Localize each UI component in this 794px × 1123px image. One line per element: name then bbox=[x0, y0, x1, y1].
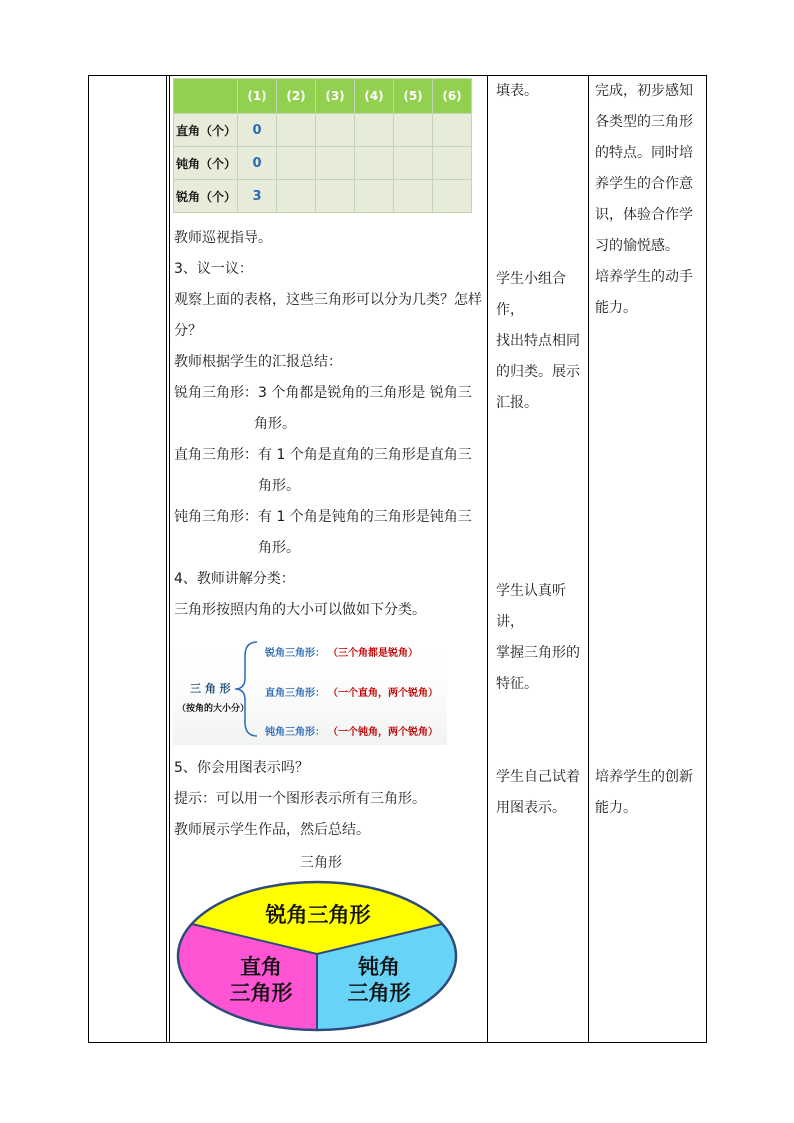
table-border-bottom bbox=[88, 1042, 707, 1043]
angle-table-empty-cell[interactable] bbox=[394, 114, 433, 147]
classification-root: 三 角 形 bbox=[190, 682, 231, 695]
purpose-line: 培养学生的创新 bbox=[595, 769, 693, 785]
angle-table-header: (1) bbox=[238, 79, 277, 114]
angle-table-header: (5) bbox=[394, 79, 433, 114]
right-class-name: 直角三角形： bbox=[265, 688, 325, 699]
angle-table-header: (3) bbox=[316, 79, 355, 114]
angle-table-value: 3 bbox=[238, 180, 277, 213]
angle-table-empty-cell[interactable] bbox=[433, 147, 472, 180]
obtuse-region-label-line1: 钝角 bbox=[358, 955, 400, 979]
angle-table-empty-cell[interactable] bbox=[433, 114, 472, 147]
angle-table-value: 0 bbox=[238, 147, 277, 180]
acute-definition-line2: 角形。 bbox=[254, 416, 296, 432]
angle-table-row-label: 钝角（个） bbox=[174, 147, 238, 180]
angle-table-header: (4) bbox=[355, 79, 394, 114]
teacher-activity-upper bbox=[174, 223, 486, 626]
acute-definition-line1: 锐角三角形：3 个角都是锐角的三角形是 锐角三 bbox=[174, 385, 472, 401]
student-fill-text: 填表。 bbox=[496, 83, 538, 99]
student-group-line: 学生小组合作， bbox=[496, 271, 566, 318]
teacher-guide-text: 教师巡视指导。 bbox=[174, 230, 272, 246]
purpose-line: 能力。 bbox=[595, 300, 637, 316]
angle-table-empty-cell[interactable] bbox=[355, 180, 394, 213]
student-group-line: 汇报。 bbox=[496, 395, 538, 411]
right-region-label-line1: 直角 bbox=[240, 955, 282, 979]
table-divider-3 bbox=[588, 75, 589, 1043]
angle-table-empty-cell[interactable] bbox=[433, 180, 472, 213]
triangle-classification-diagram bbox=[173, 632, 447, 745]
right-definition-line1: 直角三角形：有 1 个角是直角的三角形是直角三 bbox=[174, 447, 472, 463]
classification-root-sub: （按角的大小分） bbox=[177, 704, 250, 714]
section-5-show: 教师展示学生作品，然后总结。 bbox=[174, 822, 370, 838]
obtuse-class-name: 钝角三角形： bbox=[265, 727, 325, 738]
angle-table-empty-cell[interactable] bbox=[394, 180, 433, 213]
student-activity-fill bbox=[496, 76, 586, 107]
table-divider-1b bbox=[169, 75, 170, 1043]
angle-table-header: (6) bbox=[433, 79, 472, 114]
student-try-line: 用图表示。 bbox=[496, 800, 566, 816]
angle-table-row-obtuse bbox=[174, 147, 472, 180]
angle-count-table bbox=[173, 78, 472, 213]
pie-caption: 三角形 bbox=[300, 855, 342, 871]
section-3-question-line1: 观察上面的表格，这些三角形可以分为几类？怎样 bbox=[174, 292, 482, 308]
angle-table-header-row bbox=[174, 79, 472, 114]
angle-table-empty-cell[interactable] bbox=[316, 114, 355, 147]
obtuse-definition-line2: 角形。 bbox=[258, 540, 300, 556]
purpose-line: 完成，初步感知 bbox=[595, 83, 693, 99]
table-divider-1 bbox=[166, 75, 167, 1043]
angle-table-row-label: 直角（个） bbox=[174, 114, 238, 147]
angle-table-empty-cell[interactable] bbox=[394, 147, 433, 180]
angle-table-corner bbox=[174, 79, 238, 114]
section-4-title: 4、教师讲解分类： bbox=[174, 571, 295, 587]
student-try-line: 学生自己试着 bbox=[496, 769, 580, 785]
obtuse-region-label-line2: 三角形 bbox=[347, 981, 411, 1005]
purpose-line: 能力。 bbox=[595, 800, 637, 816]
angle-table-empty-cell[interactable] bbox=[277, 114, 316, 147]
section-5-hint: 提示：可以用一个图形表示所有三角形。 bbox=[174, 791, 426, 807]
angle-table-header: (2) bbox=[277, 79, 316, 114]
purpose-line: 培养学生的动手 bbox=[595, 269, 693, 285]
student-listen-line: 学生认真听讲， bbox=[496, 583, 566, 630]
acute-class-desc: （三个角都是锐角） bbox=[328, 648, 418, 659]
section-5-title: 5、你会用图表示吗？ bbox=[174, 760, 309, 776]
purpose-line: 养学生的合作意 bbox=[595, 176, 693, 192]
student-listen-line: 特征。 bbox=[496, 676, 538, 692]
angle-table-empty-cell[interactable] bbox=[355, 114, 394, 147]
angle-table-empty-cell[interactable] bbox=[277, 180, 316, 213]
purpose-block-3 bbox=[595, 762, 705, 824]
right-region-label-line2: 三角形 bbox=[229, 981, 293, 1005]
right-definition-line2: 角形。 bbox=[258, 478, 300, 494]
table-border-left bbox=[88, 75, 89, 1043]
section-3-title: 3、议一议： bbox=[174, 261, 253, 277]
student-group-line: 的归类。展示 bbox=[496, 364, 580, 380]
angle-table-empty-cell[interactable] bbox=[277, 147, 316, 180]
teacher-summary-text: 教师根据学生的汇报总结： bbox=[174, 354, 342, 370]
acute-class-name: 锐角三角形： bbox=[265, 648, 325, 659]
triangle-set-diagram bbox=[176, 880, 458, 1033]
purpose-line: 各类型的三角形 bbox=[595, 114, 693, 130]
angle-table-empty-cell[interactable] bbox=[355, 147, 394, 180]
obtuse-class-desc: （一个钝角，两个锐角） bbox=[328, 727, 438, 738]
student-activity-try bbox=[496, 762, 588, 824]
purpose-line: 习的愉悦感。 bbox=[595, 238, 679, 254]
student-activity-group bbox=[496, 264, 588, 419]
section-4-text: 三角形按照内角的大小可以做如下分类。 bbox=[174, 602, 426, 618]
purpose-line: 的特点。同时培 bbox=[595, 145, 693, 161]
angle-table-row-acute bbox=[174, 180, 472, 213]
angle-table-empty-cell[interactable] bbox=[316, 147, 355, 180]
table-divider-2 bbox=[487, 75, 488, 1043]
student-listen-line: 掌握三角形的 bbox=[496, 645, 580, 661]
angle-table-value: 0 bbox=[238, 114, 277, 147]
teacher-activity-lower bbox=[174, 753, 486, 846]
student-activity-listen bbox=[496, 576, 588, 700]
angle-table-empty-cell[interactable] bbox=[316, 180, 355, 213]
student-group-line: 找出特点相同 bbox=[496, 333, 580, 349]
acute-region-label: 锐角三角形 bbox=[265, 903, 371, 927]
table-border-right bbox=[706, 75, 707, 1043]
angle-table-row-label: 锐角（个） bbox=[174, 180, 238, 213]
right-class-desc: （一个直角，两个锐角） bbox=[328, 688, 438, 699]
purpose-line: 识，体验合作学 bbox=[595, 207, 693, 223]
section-3-question-line2: 分？ bbox=[174, 323, 202, 339]
purpose-block-1 bbox=[595, 76, 705, 324]
angle-table-row-right bbox=[174, 114, 472, 147]
obtuse-definition-line1: 钝角三角形：有 1 个角是钝角的三角形是钝角三 bbox=[174, 509, 472, 525]
